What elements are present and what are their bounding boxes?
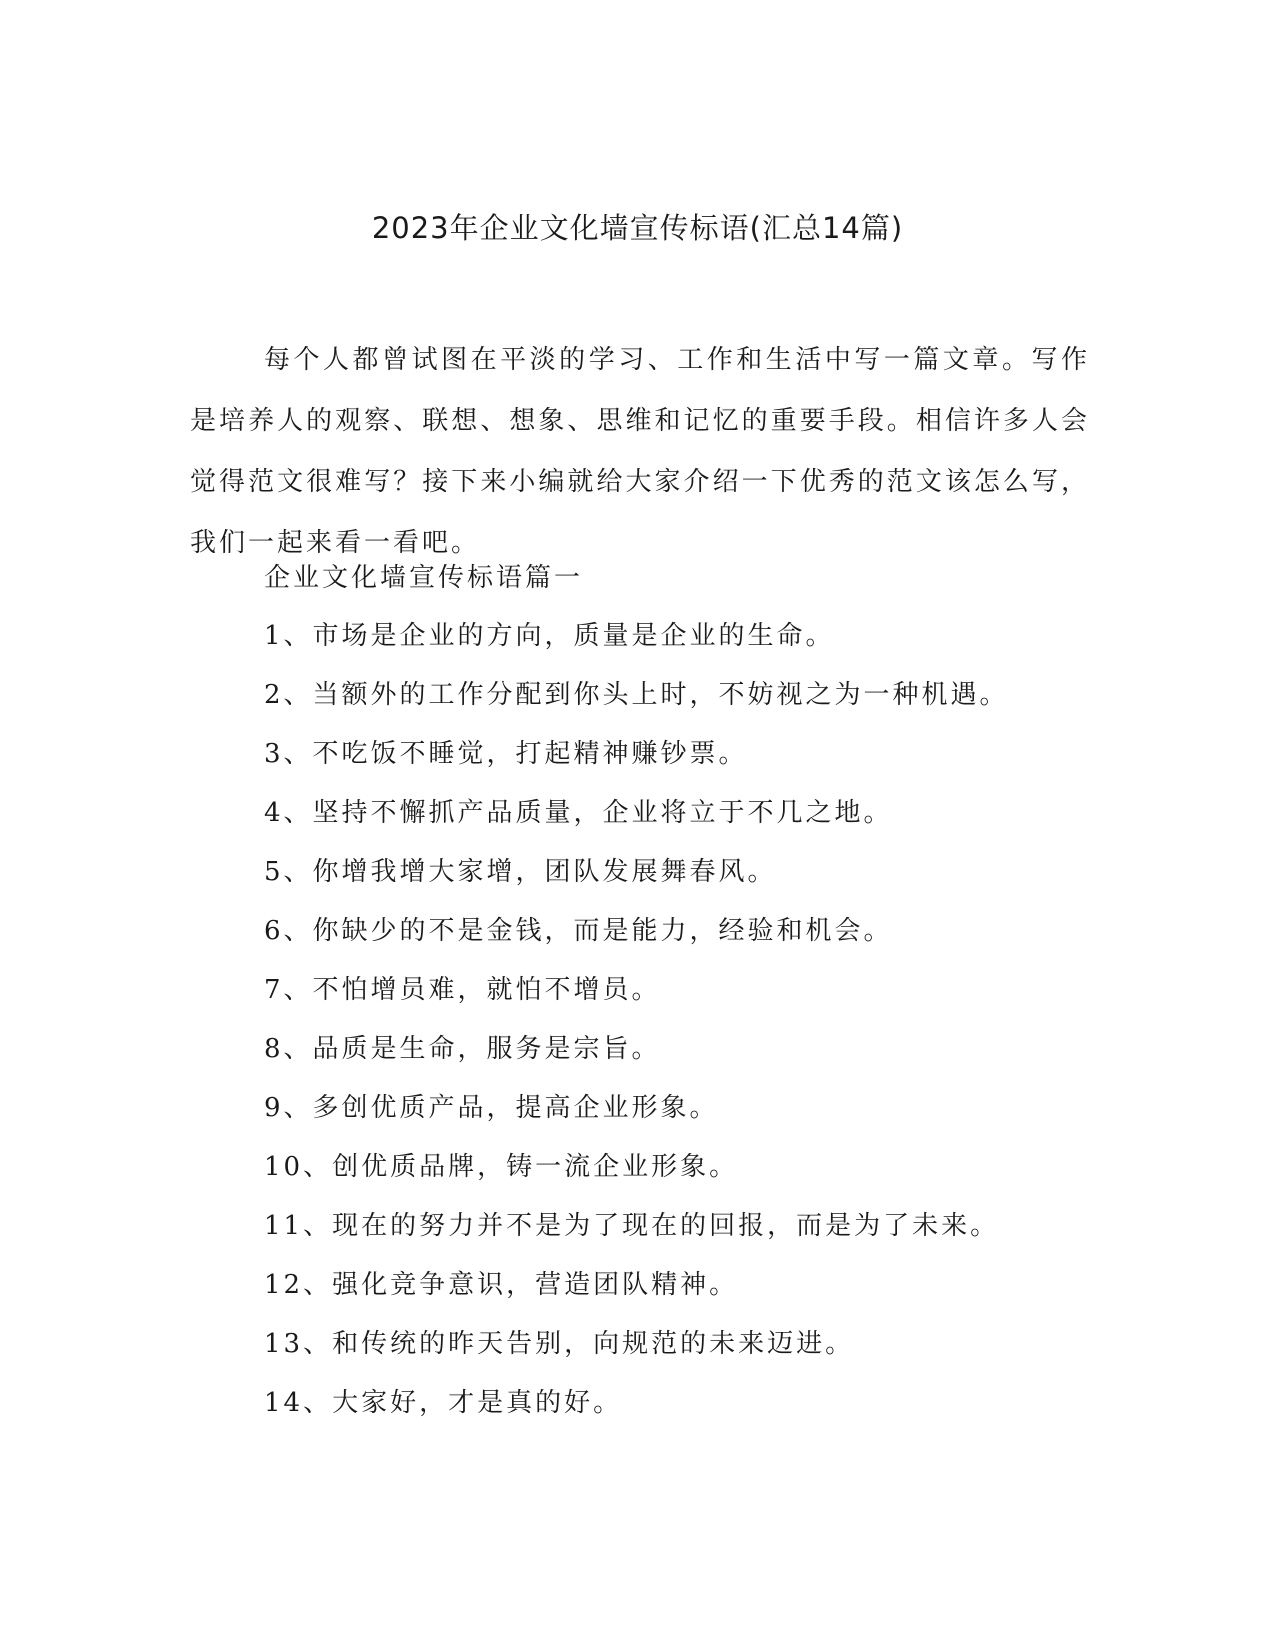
list-item: 3、不吃饭不睡觉，打起精神赚钞票。 — [264, 739, 748, 769]
list-item: 4、坚持不懈抓产品质量，企业将立于不几之地。 — [264, 798, 893, 828]
list-item: 2、当额外的工作分配到你头上时，不妨视之为一种机遇。 — [264, 680, 1009, 710]
list-item: 6、你缺少的不是金钱，而是能力，经验和机会。 — [264, 916, 893, 946]
list-item: 14、大家好，才是真的好。 — [264, 1388, 623, 1418]
list-item: 9、多创优质产品，提高企业形象。 — [264, 1093, 719, 1123]
section-heading: 企业文化墙宣传标语篇一 — [264, 563, 584, 593]
document-title: 2023年企业文化墙宣传标语(汇总14篇) — [371, 211, 904, 245]
list-item: 11、现在的努力并不是为了现在的回报，而是为了未来。 — [264, 1211, 1000, 1241]
list-item: 13、和传统的昨天告别，向规范的未来迈进。 — [264, 1329, 855, 1359]
list-item: 12、强化竞争意识，营造团队精神。 — [264, 1270, 739, 1300]
list-item: 5、你增我增大家增，团队发展舞春风。 — [264, 857, 777, 887]
list-item: 10、创优质品牌，铸一流企业形象。 — [264, 1152, 739, 1182]
list-item: 7、不怕增员难，就怕不增员。 — [264, 975, 661, 1005]
list-item: 1、市场是企业的方向，质量是企业的生命。 — [264, 621, 835, 651]
intro-paragraph: 每个人都曾试图在平淡的学习、工作和生活中写一篇文章。写作是培养人的观察、联想、想象、思维和记忆的重要手段。相信许多人会觉得范文很难写？接下来小编就给大家介绍一下优秀的范文该怎么写，我们一起来看一看吧。 — [190, 345, 1090, 558]
list-item: 8、品质是生命，服务是宗旨。 — [264, 1034, 661, 1064]
